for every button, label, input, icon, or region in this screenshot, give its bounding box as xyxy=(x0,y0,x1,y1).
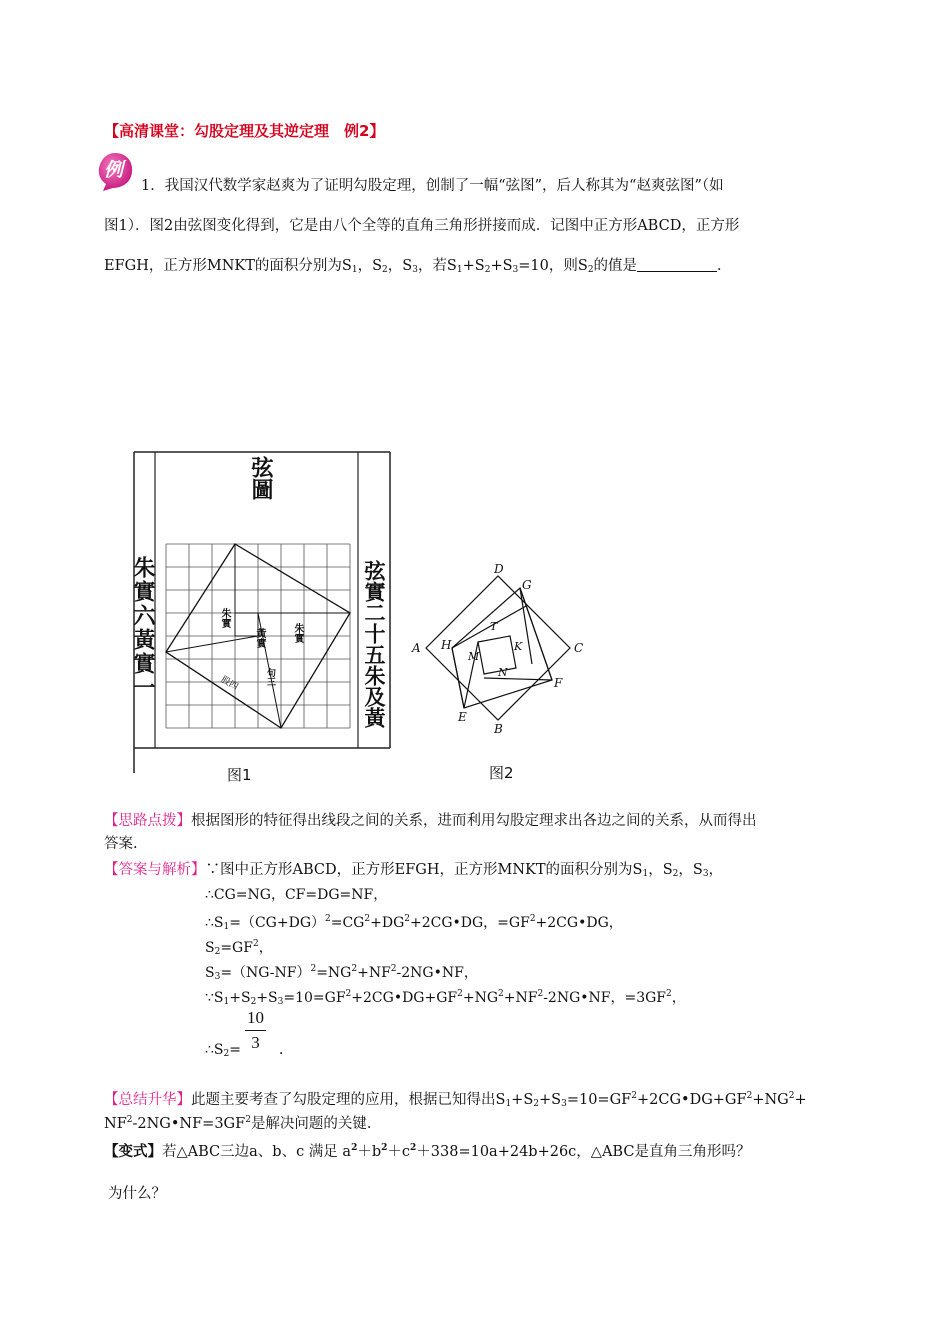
point-label-M: M xyxy=(468,650,480,663)
figure-1-inner-label: 朱實 xyxy=(292,623,303,643)
figure-1-inner-label: 句三 xyxy=(265,668,275,686)
answer-line-6: $\because S_1+S_2+S_3=10=GF^2+2CG•DG+GF^2+NG^2+NF^2-2NG•NF$，$=3GF^2$， xyxy=(205,989,686,1007)
answer-line-5: $S_3=(NG-NF)^2=NG^2+NF^2-2NG•NF$， xyxy=(205,964,478,982)
answer-blank xyxy=(637,257,717,272)
answer-line-7: $\therefore S_2=$ ． xyxy=(205,1042,293,1059)
point-label-B: B xyxy=(494,722,503,736)
point-label-E: E xyxy=(458,710,467,724)
variant-line-2: 为什么？ xyxy=(108,1186,166,1202)
point-label-K: K xyxy=(514,640,523,653)
point-label-A: A xyxy=(412,641,421,655)
problem-line-2: 图1）．图2由弦图变化得到，它是由八个全等的直角三角形拼接而成．记图中正方形ABCD，正方形 xyxy=(104,218,740,234)
point-label-G: G xyxy=(522,578,532,592)
figure-1-right-label: 弦實二十五朱及黃 xyxy=(362,560,387,728)
figure-1-inner-label: 朱實 xyxy=(219,608,230,628)
summary-line-2: $NF^2-2NG•NF=3GF^2$是解决问题的关键. xyxy=(104,1115,372,1132)
example-badge xyxy=(95,150,135,192)
point-label-N: N xyxy=(498,666,508,679)
hint-line-1: 【思路点拨】根据图形的特征得出线段之间的关系，进而利用勾股定理求出各边之间的关系，从而得出 xyxy=(104,813,757,829)
figure-2-caption: 图2 xyxy=(489,764,514,782)
point-label-T: T xyxy=(490,620,498,633)
figure-1-left-label: 朱實六黃實一 xyxy=(130,556,156,700)
eight-triangle-diagram xyxy=(408,558,588,738)
fraction-10-3: $\frac{10}{3}$ xyxy=(247,1008,264,1052)
summary-tag: 【总结升华】 xyxy=(104,1092,191,1108)
answer-line-4: $S_2=GF^2$， xyxy=(205,939,273,957)
figure-1 xyxy=(128,448,393,783)
point-label-H: H xyxy=(441,638,452,652)
problem-line-1: 1．我国汉代数学家赵爽为了证明勾股定理，创制了一幅“弦图”，后人称其为“赵爽弦图”（如 xyxy=(141,178,724,194)
answer-tag: 【答案与解析】 xyxy=(104,862,206,878)
point-label-C: C xyxy=(574,641,584,655)
answer-line-1: 【答案与解析】∵图中正方形ABCD，正方形EFGH，正方形MNKT的面积分别为$S_1$，$S_2$，$S_3$， xyxy=(104,862,724,879)
problem-line-3: EFGH，正方形MNKT的面积分别为$S_1$，$S_2$，$S_3$，若$S_1+S_2+S_3=10$，则$S_2$的值是 ． xyxy=(104,258,732,275)
variant-tag: 【变式】 xyxy=(104,1143,162,1160)
figure-1-inner-label: 黃實 xyxy=(254,628,265,648)
figure-1-caption: 图1 xyxy=(227,766,252,784)
example-badge-text: 例 xyxy=(104,159,124,181)
figure-1-inner-label: 股四 xyxy=(218,674,240,693)
answer-line-3: $\therefore S_1=(CG+DG)^2=CG^2+DG^2+2CG•DG$，$=GF^2+2CG•DG$， xyxy=(205,914,623,932)
figure-1-top-label: 弦圖 xyxy=(248,456,274,500)
figure-2 xyxy=(408,558,588,738)
summary-line-1: 【总结升华】此题主要考查了勾股定理的应用，根据已知得出$S_1+S_2+S_3=10=GF^2+2CG•DG+GF^2+NG^2+$ xyxy=(104,1091,807,1109)
answer-line-2: ∴CG=NG，CF=DG=NF， xyxy=(205,887,388,903)
point-label-F: F xyxy=(554,676,563,690)
variant-line-1: 【变式】若△ABC三边a、b、c 满足 $a^2+b^2+c^2+338=10a+24b+26c$，△ABC是直角三角形吗？ xyxy=(104,1143,751,1160)
hint-line-2: 答案. xyxy=(104,836,138,852)
point-label-D: D xyxy=(494,562,504,576)
section-title: 【高清课堂：勾股定理及其逆定理 例2】 xyxy=(104,122,385,140)
hint-tag: 【思路点拨】 xyxy=(104,813,191,829)
